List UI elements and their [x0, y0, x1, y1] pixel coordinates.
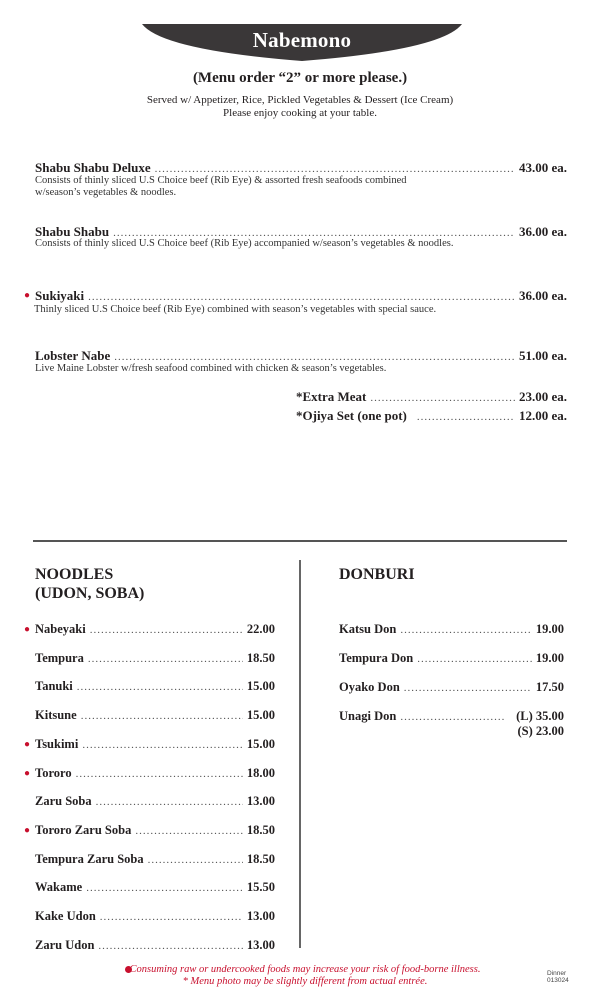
item-price: 18.50	[246, 852, 275, 866]
description-line: Consists of thinly sliced U.S Choice beef (Rib Eye) & assorted fresh seafoods combined	[35, 175, 407, 186]
item-price: 13.00	[246, 909, 275, 923]
leader-dots	[90, 624, 243, 636]
item-name: Sukiyaki	[35, 288, 85, 303]
raw-warning-bullet-icon: ●	[24, 290, 31, 301]
noodles-section-title	[35, 565, 144, 603]
leader-dots	[88, 291, 515, 303]
item-name: Wakame	[35, 880, 83, 894]
item-price: 15.00	[246, 679, 275, 693]
raw-food-warning: Consuming raw or undercooked foods may increase your risk of food-borne illness.	[129, 964, 481, 975]
leader-dots	[114, 351, 515, 363]
item-description: Live Maine Lobster w/fresh seafood combined with chicken & season’s vegetables.	[35, 363, 387, 374]
item-price: 18.00	[246, 766, 275, 780]
donburi-item-small-price	[339, 724, 564, 739]
leader-dots	[404, 682, 532, 694]
leader-dots	[96, 796, 243, 808]
item-price: 15.00	[246, 708, 275, 722]
item-price: 13.00	[246, 794, 275, 808]
photo-disclaimer: * Menu photo may be slightly different from actual entrée.	[182, 976, 428, 987]
menu-item-shabu-shabu-deluxe	[35, 160, 567, 176]
menu-code-number: 013024	[547, 977, 569, 984]
served-line-1: Served w/ Appetizer, Rice, Pickled Vegetables & Dessert (Ice Cream)	[146, 94, 454, 106]
item-name: Shabu Shabu	[35, 224, 110, 239]
donburi-item	[339, 709, 564, 724]
menu-label: Dinner	[547, 970, 567, 977]
page-title: Nabemono	[252, 28, 352, 52]
noodle-item	[35, 737, 275, 752]
noodle-item	[35, 880, 275, 895]
noodle-item	[35, 823, 275, 838]
description-line: w/season’s vegetables & noodles.	[35, 187, 177, 198]
leader-dots	[148, 854, 243, 866]
extra-meat	[296, 389, 567, 405]
item-name: Kitsune	[35, 708, 77, 722]
noodle-item	[35, 766, 275, 781]
noodle-item	[35, 679, 275, 694]
column-divider	[299, 560, 301, 948]
item-name: Tempura Zaru Soba	[35, 852, 144, 866]
item-name: Zaru Soba	[35, 794, 92, 808]
item-description	[35, 175, 407, 199]
leader-dots	[77, 681, 243, 693]
leader-dots	[370, 392, 515, 404]
menu-item-lobster-nabe	[35, 348, 567, 364]
raw-warning-bullet-icon: ●	[24, 739, 31, 750]
noodle-item	[35, 938, 275, 953]
item-price: 43.00 ea.	[518, 160, 567, 175]
item-price: 51.00 ea.	[518, 348, 567, 363]
item-name: Tororo Zaru Soba	[35, 823, 132, 837]
item-price: (L) 35.00	[516, 709, 564, 723]
item-price: 18.50	[246, 651, 275, 665]
item-price: 23.00 ea.	[518, 389, 567, 404]
noodle-item	[35, 909, 275, 924]
item-price: 19.00	[535, 622, 564, 636]
item-price: 18.50	[246, 823, 275, 837]
leader-dots	[82, 739, 243, 751]
item-name: *Extra Meat	[296, 389, 367, 404]
item-price: 19.00	[535, 651, 564, 665]
section-divider	[33, 540, 567, 542]
item-name: Tsukimi	[35, 737, 79, 751]
item-name: Oyako Don	[339, 680, 400, 694]
item-price: 15.00	[246, 737, 275, 751]
item-name: Tanuki	[35, 679, 73, 693]
leader-dots	[417, 411, 515, 423]
menu-order-note: (Menu order “2” or more please.)	[192, 70, 408, 86]
item-price: 12.00 ea.	[518, 408, 567, 423]
item-name: Katsu Don	[339, 622, 397, 636]
leader-dots	[100, 911, 243, 923]
item-price: 17.50	[535, 680, 564, 694]
donburi-section-title: DONBURI	[339, 566, 415, 583]
leader-dots	[98, 940, 242, 952]
item-description: Consists of thinly sliced U.S Choice beef (Rib Eye) accompanied w/season’s vegetables & noodles.	[35, 238, 454, 249]
menu-code	[547, 970, 569, 984]
item-price: 15.50	[246, 880, 275, 894]
item-name: Tororo	[35, 766, 72, 780]
item-price: 36.00 ea.	[518, 288, 567, 303]
item-name: *Ojiya Set (one pot)	[296, 408, 407, 423]
item-name: Tempura	[35, 651, 84, 665]
served-line-2: Please enjoy cooking at your table.	[223, 107, 377, 119]
leader-dots	[81, 710, 243, 722]
item-name: Unagi Don	[339, 709, 397, 723]
leader-dots	[86, 882, 243, 894]
noodle-item	[35, 794, 275, 809]
section-title-line: NOODLES	[35, 566, 114, 583]
noodle-item	[35, 651, 275, 666]
donburi-item	[339, 680, 564, 695]
item-price: 22.00	[246, 622, 275, 636]
item-name: Tempura Don	[339, 651, 414, 665]
item-description: Thinly sliced U.S Choice beef (Rib Eye) combined with season’s vegetables with special sauce.	[34, 304, 437, 315]
donburi-item	[339, 622, 564, 637]
item-price: 36.00 ea.	[518, 224, 567, 239]
raw-warning-bullet-icon: ●	[24, 825, 31, 836]
item-name: Shabu Shabu Deluxe	[35, 160, 151, 175]
item-name: Nabeyaki	[35, 622, 86, 636]
leader-dots	[88, 653, 243, 665]
served-with-note	[0, 94, 600, 120]
donburi-item	[339, 651, 564, 666]
item-name: Zaru Udon	[35, 938, 95, 952]
noodle-item	[35, 622, 275, 637]
item-price-small: (S) 23.00	[517, 724, 564, 738]
leader-dots	[76, 768, 243, 780]
header-banner	[142, 24, 462, 62]
section-title-line: (UDON, SOBA)	[35, 585, 145, 602]
leader-dots	[135, 825, 243, 837]
item-name: Kake Udon	[35, 909, 96, 923]
item-price: 13.00	[246, 938, 275, 952]
leader-dots	[417, 653, 532, 665]
raw-warning-bullet-icon: ●	[24, 768, 31, 779]
noodle-item	[35, 708, 275, 723]
noodle-item	[35, 852, 275, 867]
item-name: Lobster Nabe	[35, 348, 111, 363]
leader-dots	[400, 624, 532, 636]
leader-dots	[400, 711, 504, 723]
raw-warning-bullet-icon: ●	[24, 624, 31, 635]
menu-item-sukiyaki	[35, 288, 567, 304]
leader-dots	[155, 163, 515, 175]
ojiya-set	[296, 408, 567, 424]
